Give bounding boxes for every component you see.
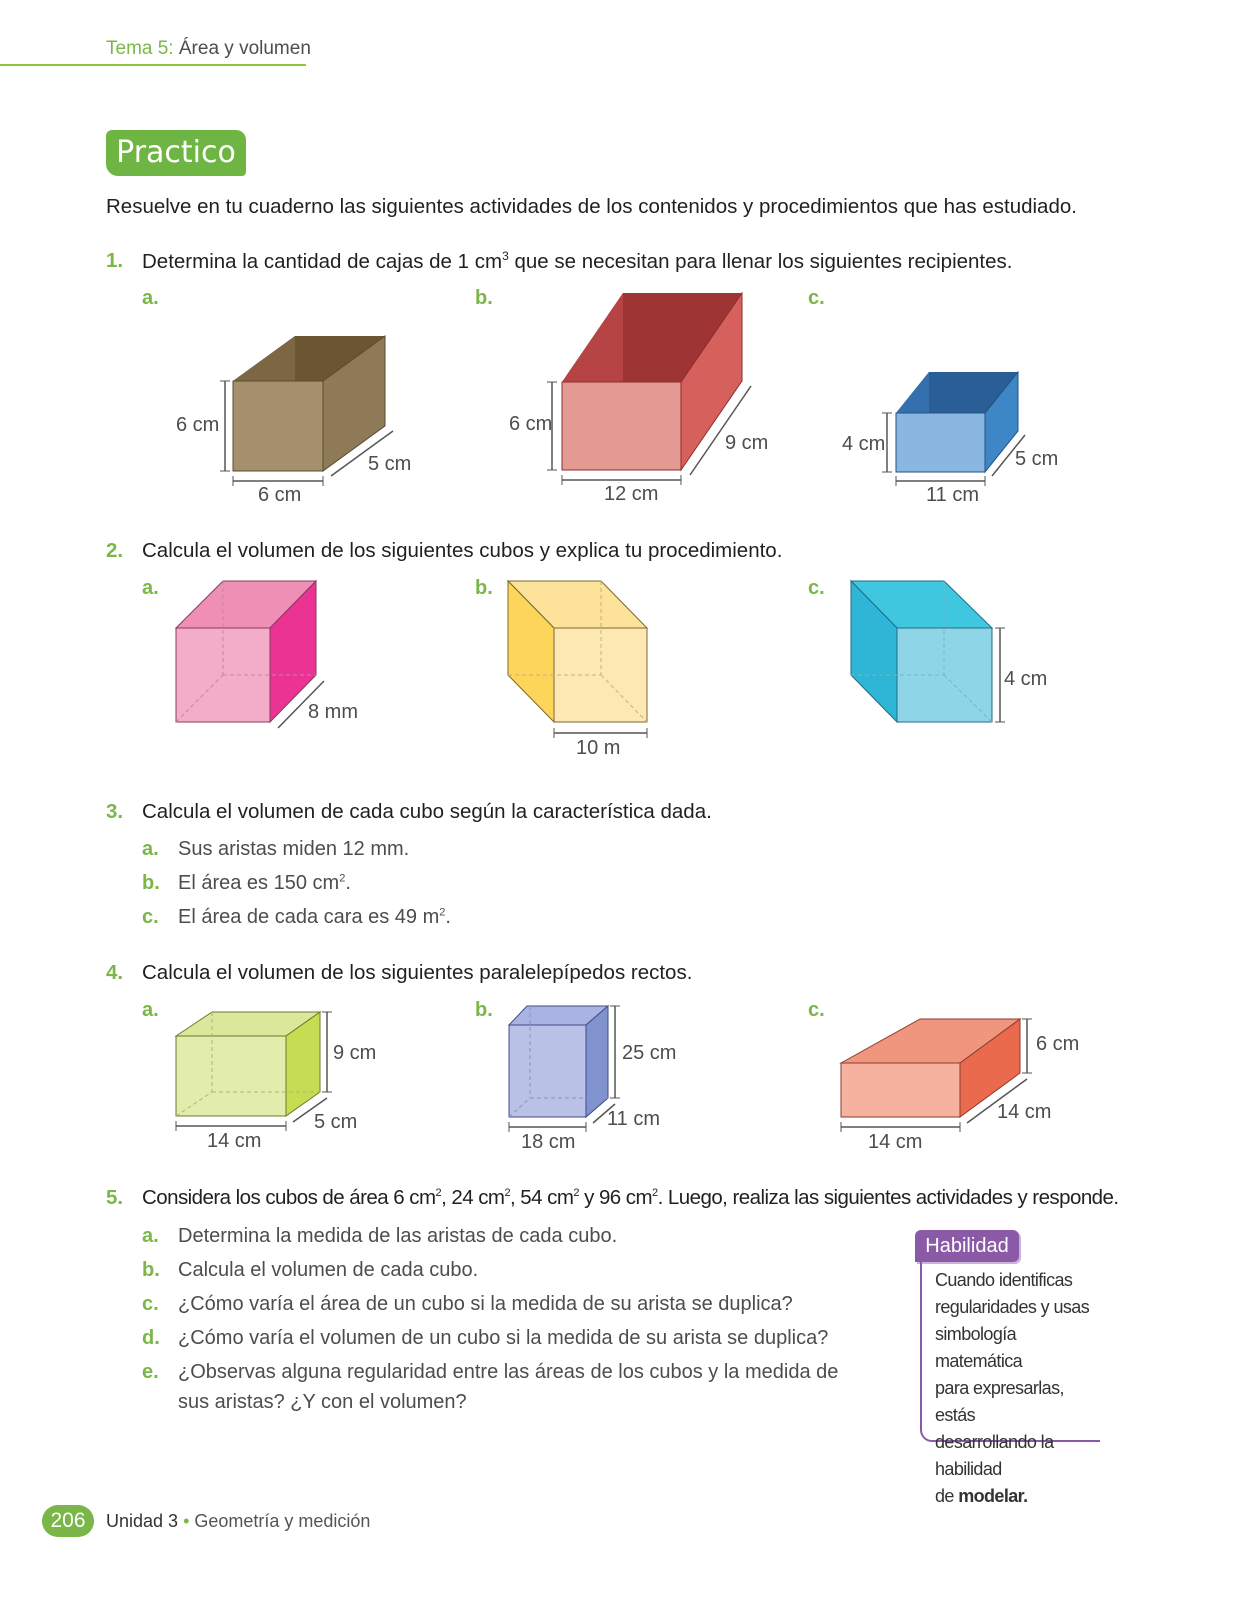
q3b-text: El área es 150 cm [178, 872, 340, 894]
habilidad-line: desarrollando la habilidad [935, 1432, 1054, 1479]
question-text [142, 249, 1012, 274]
topic-label: Tema 5: [106, 38, 174, 59]
q2-label-b: b. [475, 577, 493, 599]
q4-figures [0, 995, 1245, 1165]
q1a-width: 6 cm [258, 484, 302, 506]
q2b-dim: 10 m [576, 737, 621, 759]
q5-sup: 2 [435, 1187, 442, 1200]
q4c-width: 14 cm [868, 1131, 923, 1153]
footer-unit-label: Unidad 3 [106, 1511, 179, 1531]
habilidad-line: Cuando identificas [935, 1270, 1073, 1290]
question-number: 1. [106, 249, 124, 272]
q1-text-a: Determina la cantidad de cajas de 1 cm [142, 249, 503, 273]
footer-unit-name: Geometría y medición [194, 1511, 371, 1531]
q1c-width: 11 cm [926, 484, 979, 506]
q5-item-text: ¿Cómo varía el volumen de un cubo si la medida de su arista se duplica? [178, 1327, 829, 1349]
q5-part: , 24 cm [441, 1186, 505, 1209]
q2c-dim: 4 cm [1004, 668, 1048, 690]
question-text: Calcula el volumen de los siguientes cubos y explica tu procedimiento. [142, 539, 783, 562]
q3c-text: El área de cada cara es 49 m [178, 906, 440, 928]
question-2 [0, 539, 1245, 569]
q1-box-b [509, 293, 768, 505]
q5-part: Considera los cubos de área 6 cm [142, 1186, 436, 1209]
q2-figures [0, 570, 1245, 770]
page-number: 206 [42, 1505, 94, 1537]
q4b-width: 18 cm [521, 1131, 576, 1153]
q5-item-text: Determina la medida de las aristas de cada cubo. [178, 1225, 618, 1247]
q1-superscript: 3 [502, 249, 509, 263]
question-number: 5. [106, 1186, 124, 1209]
q4-label-a: a. [142, 999, 159, 1021]
q1a-depth: 5 cm [368, 453, 412, 475]
q4a-height: 9 cm [333, 1042, 377, 1064]
q3-item-text [178, 872, 351, 895]
question-1 [0, 249, 1245, 279]
q4-prism-c [841, 1019, 1079, 1153]
intro-text: Resuelve en tu cuaderno las siguientes actividades de los contenidos y procedimientos que has estudiado. [106, 195, 1077, 218]
footer-separator: • [178, 1511, 195, 1531]
q5-item-text: ¿Observas alguna regularidad entre las áreas de los cubos y la medida de [178, 1361, 839, 1383]
q5-item-text-cont: sus aristas? ¿Y con el volumen? [178, 1391, 467, 1413]
habilidad-line: simbología matemática [935, 1324, 1023, 1371]
q4b-depth: 11 cm [607, 1108, 660, 1130]
habilidad-line: para expresarlas, estás [935, 1378, 1064, 1425]
q1b-depth: 9 cm [725, 432, 769, 454]
question-number: 2. [106, 539, 124, 562]
q5-item-label: e. [142, 1361, 159, 1383]
q3-item-text [178, 838, 409, 861]
topic-header [106, 38, 311, 60]
q3c-end: . [445, 906, 451, 928]
q2-cube-b [508, 581, 647, 759]
habilidad-line-last [935, 1483, 1105, 1510]
habilidad-bold: modelar. [958, 1486, 1028, 1506]
q1a-height: 6 cm [176, 414, 220, 436]
q4b-height: 25 cm [622, 1042, 677, 1064]
q4c-depth: 14 cm [997, 1101, 1052, 1123]
q3-item-label: b. [142, 872, 160, 894]
q5-item-label: d. [142, 1327, 160, 1349]
habilidad-text [935, 1267, 1105, 1510]
q1c-height: 4 cm [842, 433, 886, 455]
q5-part: , 54 cm [510, 1186, 574, 1209]
topic-name: Área y volumen [178, 38, 311, 59]
q5-item-label: c. [142, 1293, 159, 1315]
q5-part: y 96 cm [578, 1186, 653, 1209]
question-text: Calcula el volumen de cada cubo según la característica dada. [142, 800, 712, 823]
q5-sup: 2 [652, 1187, 658, 1200]
habilidad-tag: Habilidad [915, 1230, 1019, 1262]
q1b-height: 6 cm [509, 413, 553, 435]
habilidad-pre: de [935, 1486, 959, 1506]
q1-box-a [176, 336, 411, 506]
q3-item-text [178, 906, 451, 929]
q3-item-label: c. [142, 906, 159, 928]
q1c-depth: 5 cm [1015, 448, 1059, 470]
q2-cube-a [176, 581, 358, 728]
q1-box-c [842, 372, 1058, 506]
q5-item-text: Calcula el volumen de cada cubo. [178, 1259, 479, 1281]
q4-label-c: c. [808, 999, 825, 1021]
question-5 [0, 1186, 1245, 1216]
question-number: 4. [106, 961, 124, 984]
question-3 [0, 800, 1245, 830]
q4-prism-a [176, 1012, 376, 1152]
q1-figures [0, 280, 1245, 520]
q4-label-b: b. [475, 999, 493, 1021]
q4-prism-b [509, 1006, 676, 1153]
q1-text-b: que se necesitan para llenar los siguientes recipientes. [508, 249, 1013, 273]
q1-label-a: a. [142, 287, 159, 309]
q2-label-a: a. [142, 577, 159, 599]
q3a-text: Sus aristas miden 12 mm. [178, 838, 410, 860]
q5-sup: 2 [573, 1187, 579, 1200]
q1-label-b: b. [475, 287, 493, 309]
q3c-sup: 2 [439, 906, 446, 919]
question-text [142, 1186, 1119, 1210]
q4c-height: 6 cm [1036, 1033, 1080, 1055]
q1b-width: 12 cm [604, 483, 659, 505]
footer-unit [106, 1511, 370, 1532]
q4a-depth: 5 cm [314, 1111, 358, 1133]
q2-label-c: c. [808, 577, 825, 599]
q5-item-label: b. [142, 1259, 160, 1281]
q5-item-text: ¿Cómo varía el área de un cubo si la medida de su arista se duplica? [178, 1293, 793, 1315]
q3-item-label: a. [142, 838, 159, 860]
q3b-sup: 2 [339, 872, 346, 885]
q5-part: . Luego, realiza las siguientes actividades y responde. [657, 1186, 1119, 1209]
q1-label-c: c. [808, 287, 825, 309]
q5-item-label: a. [142, 1225, 159, 1247]
header-divider [0, 64, 306, 66]
question-4 [0, 961, 1245, 991]
q4a-width: 14 cm [207, 1130, 262, 1152]
q3-items [0, 838, 900, 948]
q5-items [0, 1225, 900, 1425]
q5-sup: 2 [504, 1187, 511, 1200]
habilidad-line: regularidades y usas [935, 1297, 1090, 1317]
q2-cube-c [851, 581, 1047, 722]
section-badge: Practico [106, 130, 246, 176]
question-text: Calcula el volumen de los siguientes paralelepípedos rectos. [142, 961, 693, 984]
q2a-dim: 8 mm [308, 701, 358, 723]
q3b-end: . [345, 872, 351, 894]
question-number: 3. [106, 800, 124, 823]
